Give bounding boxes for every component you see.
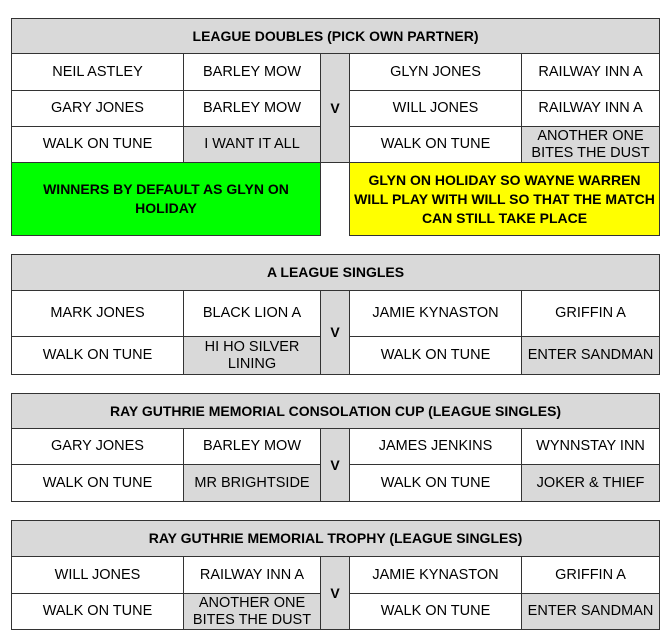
- fixture-block-a-league-singles: [11, 254, 659, 375]
- right-walk-on-tune: JOKER & THIEF: [522, 465, 660, 502]
- right-team: GRIFFIN A: [522, 291, 660, 337]
- fixture-table: [11, 18, 660, 236]
- left-team: RAILWAY INN A: [184, 557, 321, 594]
- left-note: WINNERS BY DEFAULT AS GLYN ON HOLIDAY: [12, 163, 321, 236]
- right-player: JAMIE KYNASTON: [350, 291, 522, 337]
- versus-label: V: [321, 54, 350, 163]
- right-player: GLYN JONES: [350, 54, 522, 91]
- left-team: BARLEY MOW: [184, 429, 321, 465]
- walk-on-label: WALK ON TUNE: [350, 127, 522, 163]
- left-player: GARY JONES: [12, 91, 184, 127]
- right-note: GLYN ON HOLIDAY SO WAYNE WARREN WILL PLAY WITH WILL SO THAT THE MATCH CAN STILL TAKE PLACE: [350, 163, 660, 236]
- right-player: JAMES JENKINS: [350, 429, 522, 465]
- left-team: BLACK LION A: [184, 291, 321, 337]
- left-player: MARK JONES: [12, 291, 184, 337]
- section-title: LEAGUE DOUBLES (PICK OWN PARTNER): [12, 19, 660, 54]
- right-player: WILL JONES: [350, 91, 522, 127]
- right-walk-on-tune: ENTER SANDMAN: [522, 337, 660, 375]
- section-title: A LEAGUE SINGLES: [12, 255, 660, 291]
- versus-label: V: [321, 429, 350, 502]
- fixture-block-memorial-trophy: [11, 520, 659, 630]
- right-walk-on-tune: ENTER SANDMAN: [522, 594, 660, 630]
- fixture-block-consolation-cup: [11, 393, 659, 502]
- versus-label: V: [321, 291, 350, 375]
- walk-on-label: WALK ON TUNE: [12, 465, 184, 502]
- section-title: RAY GUTHRIE MEMORIAL CONSOLATION CUP (LEAGUE SINGLES): [12, 394, 660, 429]
- section-title: RAY GUTHRIE MEMORIAL TROPHY (LEAGUE SINGLES): [12, 521, 660, 557]
- walk-on-label: WALK ON TUNE: [350, 465, 522, 502]
- left-player: NEIL ASTLEY: [12, 54, 184, 91]
- left-walk-on-tune: ANOTHER ONE BITES THE DUST: [184, 594, 321, 630]
- fixture-table: [11, 393, 660, 502]
- fixture-table: [11, 520, 660, 630]
- versus-label: V: [321, 557, 350, 630]
- left-walk-on-tune: HI HO SILVER LINING: [184, 337, 321, 375]
- right-team: RAILWAY INN A: [522, 91, 660, 127]
- walk-on-label: WALK ON TUNE: [350, 594, 522, 630]
- walk-on-label: WALK ON TUNE: [12, 594, 184, 630]
- left-player: GARY JONES: [12, 429, 184, 465]
- right-team: GRIFFIN A: [522, 557, 660, 594]
- left-player: WILL JONES: [12, 557, 184, 594]
- left-walk-on-tune: I WANT IT ALL: [184, 127, 321, 163]
- fixture-table: [11, 254, 660, 375]
- walk-on-label: WALK ON TUNE: [12, 127, 184, 163]
- walk-on-label: WALK ON TUNE: [350, 337, 522, 375]
- walk-on-label: WALK ON TUNE: [12, 337, 184, 375]
- fixture-block-league-doubles: [11, 18, 659, 236]
- right-player: JAMIE KYNASTON: [350, 557, 522, 594]
- left-walk-on-tune: MR BRIGHTSIDE: [184, 465, 321, 502]
- note-gap: [321, 163, 350, 236]
- right-team: WYNNSTAY INN: [522, 429, 660, 465]
- left-team: BARLEY MOW: [184, 54, 321, 91]
- right-team: RAILWAY INN A: [522, 54, 660, 91]
- left-team: BARLEY MOW: [184, 91, 321, 127]
- right-walk-on-tune: ANOTHER ONE BITES THE DUST: [522, 127, 660, 163]
